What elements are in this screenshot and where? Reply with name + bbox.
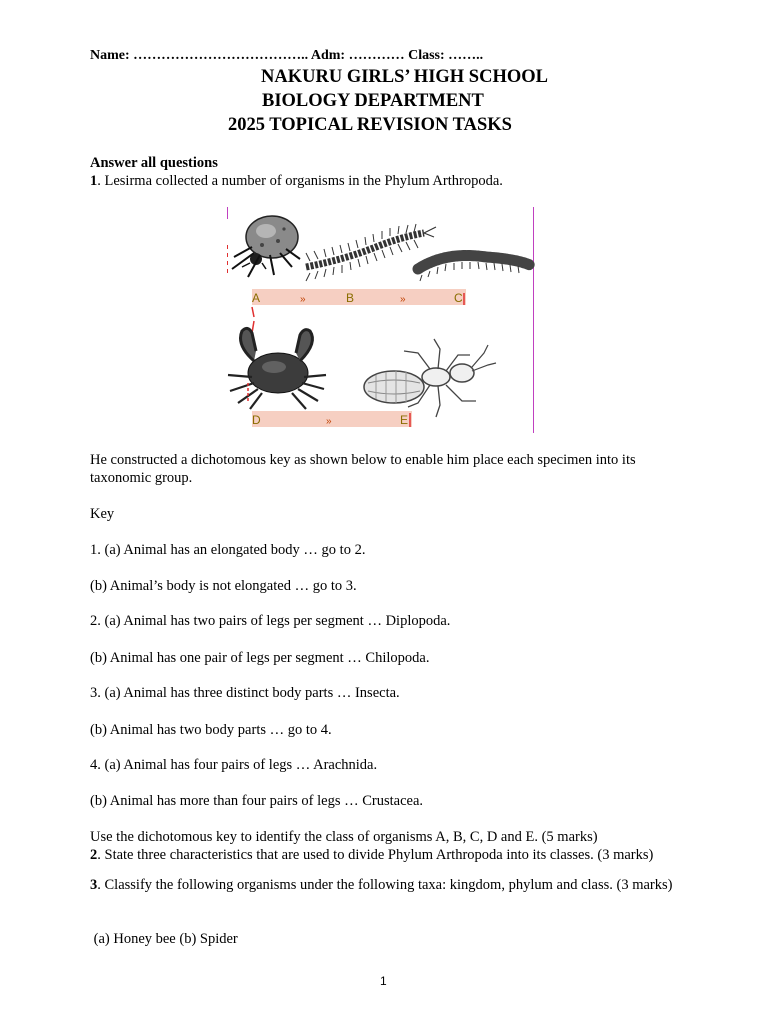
department-name: BIOLOGY DEPARTMENT [262, 91, 484, 111]
specimen-a-tick [232, 216, 300, 277]
label-bar-bottom [252, 411, 412, 427]
arrow-a-b: » [300, 294, 306, 305]
question-3-items: (a) Honey bee (b) Spider [90, 931, 238, 947]
label-e: E [400, 413, 409, 427]
label-bar-top [252, 289, 466, 305]
question-text: . Classify the following organisms under the following taxa: kingdom, phylum and class. (3 marks) [97, 877, 673, 893]
key-step-4b: (b) Animal has more than four pairs of legs … Crustacea. [90, 793, 424, 809]
question-text: . Lesirma collected a number of organisms in the Phylum Arthropoda. [97, 173, 503, 189]
question-1 [90, 172, 503, 190]
key-step-2a: 2. (a) Animal has two pairs of legs per segment … Diplopoda. [90, 613, 451, 629]
key-step-3b: (b) Animal has two body parts … go to 4. [90, 722, 332, 738]
key-title: Key [90, 506, 115, 522]
page-number: 1 [380, 974, 387, 988]
label-c: C [454, 291, 463, 305]
specimen-d-crab [228, 328, 326, 409]
key-step-3a: 3. (a) Animal has three distinct body parts … Insecta. [90, 685, 400, 701]
key-intro: He constructed a dichotomous key as shown below to enable him place each specimen into its taxonomic group. [90, 452, 636, 486]
key-step-1b: (b) Animal’s body is not elongated … go to 3. [90, 578, 357, 594]
question-number: 3 [90, 877, 98, 893]
arrow-d-e: » [326, 416, 332, 427]
specimen-c-millipede [418, 256, 530, 282]
question-2 [90, 846, 653, 864]
question-text: . State three characteristics that are used to divide Phylum Arthropoda into its classes. (3 marks) [97, 847, 654, 863]
label-a: A [252, 291, 261, 305]
label-d: D [252, 413, 261, 427]
arrow-b-c: » [400, 294, 406, 305]
key-step-4a: 4. (a) Animal has four pairs of legs … Arachnida. [90, 757, 378, 773]
key-step-2b: (b) Animal has one pair of legs per segment … Chilopoda. [90, 650, 430, 666]
key-step-1a: 1. (a) Animal has an elongated body … go to 2. [90, 542, 366, 558]
instructions: Answer all questions [90, 155, 218, 171]
arthropod-specimens-figure [226, 205, 538, 435]
student-details-line: Name: ……………………………….. Adm: ………… Class: …….. [90, 48, 484, 63]
label-b: B [346, 291, 355, 305]
question-1-task: Use the dichotomous key to identify the class of organisms A, B, C, D and E. (5 marks) [90, 829, 598, 845]
task-title: 2025 TOPICAL REVISION TASKS [228, 115, 512, 135]
specimen-e-termite [364, 339, 496, 417]
question-number: 1 [90, 173, 98, 189]
school-name: NAKURU GIRLS’ HIGH SCHOOL [261, 67, 548, 87]
question-number: 2 [90, 847, 98, 863]
connector-marks [252, 307, 254, 333]
question-3 [90, 876, 675, 894]
